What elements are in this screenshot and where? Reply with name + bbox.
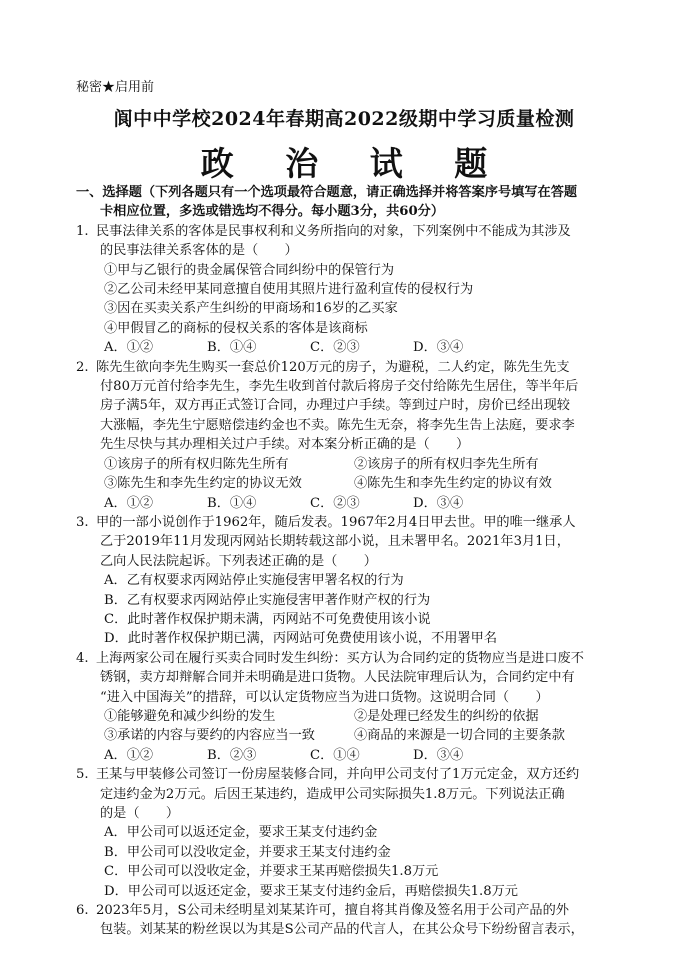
question-statement: ④陈先生和李先生约定的协议有效 bbox=[354, 476, 552, 492]
question-stem-text: 民事法律关系的客体是民事权利和义务所指向的对象，下列案例中不能成为其涉及 bbox=[96, 223, 571, 239]
question-stem-line bbox=[76, 222, 614, 241]
question-statement: ③承诺的内容与要约的内容应当一致 bbox=[104, 728, 315, 744]
answer-option: A．①② bbox=[104, 495, 154, 511]
question-statement: ①甲与乙银行的贵金属保管合同纠纷中的保管行为 bbox=[104, 262, 395, 278]
question-stem-line: 大涨幅，李先生宁愿赔偿违约金也不卖。陈先生无奈，将李先生告上法庭，要求李 bbox=[100, 417, 575, 433]
question-statement: D．此时著作权保护期已满，丙网站可免费使用该小说，不用署甲名 bbox=[104, 631, 498, 647]
question-1 bbox=[76, 222, 614, 358]
question-4 bbox=[76, 649, 614, 765]
secret-label: 秘密★启用前 bbox=[76, 80, 155, 95]
answer-option: C．②③ bbox=[310, 340, 360, 356]
exam-content bbox=[76, 183, 614, 940]
statement-pair bbox=[76, 474, 614, 493]
question-stem-line bbox=[76, 358, 614, 377]
question-statement: C．此时著作权保护期未满，丙网站不可免费使用该小说 bbox=[104, 611, 431, 627]
question-stem-line bbox=[76, 513, 614, 532]
section-heading-line-1: 一、选择题（下列各题只有一个选项最符合题意，请正确选择并将答案序号填写在答题 bbox=[76, 185, 578, 200]
question-list bbox=[76, 222, 614, 940]
question-stem-line: 乙于2019年11月发现丙网站长期转载这部小说，且未署甲名。2021年3月1日， bbox=[100, 534, 570, 550]
answer-options bbox=[76, 746, 614, 765]
question-stem-line bbox=[76, 901, 614, 920]
question-stem-text: 上海两家公司在履行买卖合同时发生纠纷：买方认为合同约定的货物应当是进口废不 bbox=[96, 650, 584, 666]
question-number: 6. bbox=[76, 903, 89, 919]
exam-title: 阆中中学校2024年春期高2022级期中学习质量检测 bbox=[113, 108, 575, 130]
question-3 bbox=[76, 513, 614, 649]
question-statement: A．甲公司可以返还定金，要求王某支付违约金 bbox=[104, 825, 378, 841]
question-number: 4. bbox=[76, 650, 89, 666]
question-statement: D．甲公司可以返还定金，要求王某支付违约金后，再赔偿损失1.8万元 bbox=[104, 883, 518, 899]
question-statement: B．乙有权要求丙网站停止实施侵害甲著作财产权的行为 bbox=[104, 592, 431, 608]
question-statement: ④商品的来源是一切合同的主要条款 bbox=[354, 728, 565, 744]
question-statement: A．乙有权要求丙网站停止实施侵害甲署名权的行为 bbox=[104, 573, 404, 589]
question-stem-line: 先生尽快与其办理相关过户手续。对本案分析正确的是（ ） bbox=[100, 437, 470, 453]
answer-option: D．③④ bbox=[413, 747, 464, 763]
question-statement: ④甲假冒乙的商标的侵权关系的客体是该商标 bbox=[104, 320, 368, 336]
question-statement: ①能够避免和减少纠纷的发生 bbox=[104, 708, 276, 724]
question-number: 1. bbox=[76, 223, 89, 239]
question-stem-line: 包装。刘某某的粉丝误以为其是S公司产品的代言人，在其公众号下纷纷留言表示， bbox=[100, 922, 584, 938]
question-stem-text: 甲的一部小说创作于1962年，随后发表。1967年2月4日甲去世。甲的唯一继承人 bbox=[96, 514, 576, 530]
question-stem-line: 的是（ ） bbox=[100, 806, 180, 821]
question-statement: ②乙公司未经甲某同意擅自使用其照片进行盈利宣传的侵权行为 bbox=[104, 282, 474, 298]
question-stem-line: 的民事法律关系客体的是（ ） bbox=[100, 243, 298, 259]
subject-title: 政 治 试 题 bbox=[200, 144, 508, 183]
question-statement: ①该房子的所有权归陈先生所有 bbox=[104, 456, 289, 472]
statement-pair bbox=[76, 455, 614, 474]
question-stem-text: 王某与甲装修公司签订一份房屋装修合同，并向甲公司支付了1万元定金，双方还约 bbox=[96, 767, 580, 783]
answer-option: D．③④ bbox=[413, 340, 464, 356]
question-stem-line: 锈钢，卖方却辩解合同并未明确是进口货物。人民法院审理后认为，合同约定中有 bbox=[100, 670, 575, 686]
answer-options bbox=[76, 338, 614, 357]
statement-pair bbox=[76, 726, 614, 745]
question-stem-line: 房子满5年，双方再正式签订合同，办理过户手续。等到过户时，房价已经出现较 bbox=[100, 398, 570, 414]
answer-option: C．①④ bbox=[310, 747, 360, 763]
question-statement: C．甲公司可以没收定金，并要求王某再赔偿损失1.8万元 bbox=[104, 864, 439, 880]
question-statement: ③陈先生和李先生约定的协议无效 bbox=[104, 476, 302, 492]
question-statement: ②该房子的所有权归李先生所有 bbox=[354, 456, 539, 472]
question-number: 5. bbox=[76, 767, 89, 783]
question-stem-text: 2023年5月，S公司未经明星刘某某许可，擅自将其肖像及签名用于公司产品的外 bbox=[96, 903, 569, 919]
question-statement: ②是处理已经发生的纠纷的依据 bbox=[354, 708, 539, 724]
question-stem-line: 乙向人民法院起诉。下列表述正确的是（ ） bbox=[100, 553, 377, 569]
question-number: 3. bbox=[76, 514, 89, 530]
statement-pair bbox=[76, 707, 614, 726]
question-2 bbox=[76, 358, 614, 513]
question-stem-line bbox=[76, 649, 614, 668]
answer-option: B．①④ bbox=[207, 495, 257, 511]
answer-option: B．①④ bbox=[207, 340, 257, 356]
question-number: 2. bbox=[76, 359, 89, 375]
answer-option: C．②③ bbox=[310, 495, 360, 511]
answer-option: A．①② bbox=[104, 747, 154, 763]
answer-options bbox=[76, 494, 614, 513]
answer-option: A．①② bbox=[104, 340, 154, 356]
question-stem-text: 陈先生欲向李先生购买一套总价120万元的房子，为避税，二人约定，陈先生先支 bbox=[96, 359, 570, 375]
answer-option: B．②③ bbox=[207, 747, 257, 763]
question-stem-line: 付80万元首付给李先生，李先生收到首付款后将房子交付给陈先生居住，等半年后 bbox=[100, 379, 579, 395]
question-statement: B．甲公司可以没收定金，并要求王某支付违约金 bbox=[104, 844, 391, 860]
question-stem-line: “进入中国海关”的措辞，可以认定货物应当为进口货物。这说明合同（ ） bbox=[100, 689, 549, 705]
question-statement: ③因在买卖关系产生纠纷的甲商场和16岁的乙买家 bbox=[104, 301, 398, 317]
answer-option: D．③④ bbox=[413, 495, 464, 511]
section-heading-line-2: 卡相应位置，多选或错选均不得分。每小题3分，共60分） bbox=[100, 204, 445, 220]
question-6 bbox=[76, 901, 614, 940]
question-5 bbox=[76, 765, 614, 901]
question-stem-line: 定违约金为2万元。后因王某违约，造成甲公司实际损失1.8万元。下列说法正确 bbox=[100, 786, 565, 802]
question-stem-line bbox=[76, 765, 614, 784]
